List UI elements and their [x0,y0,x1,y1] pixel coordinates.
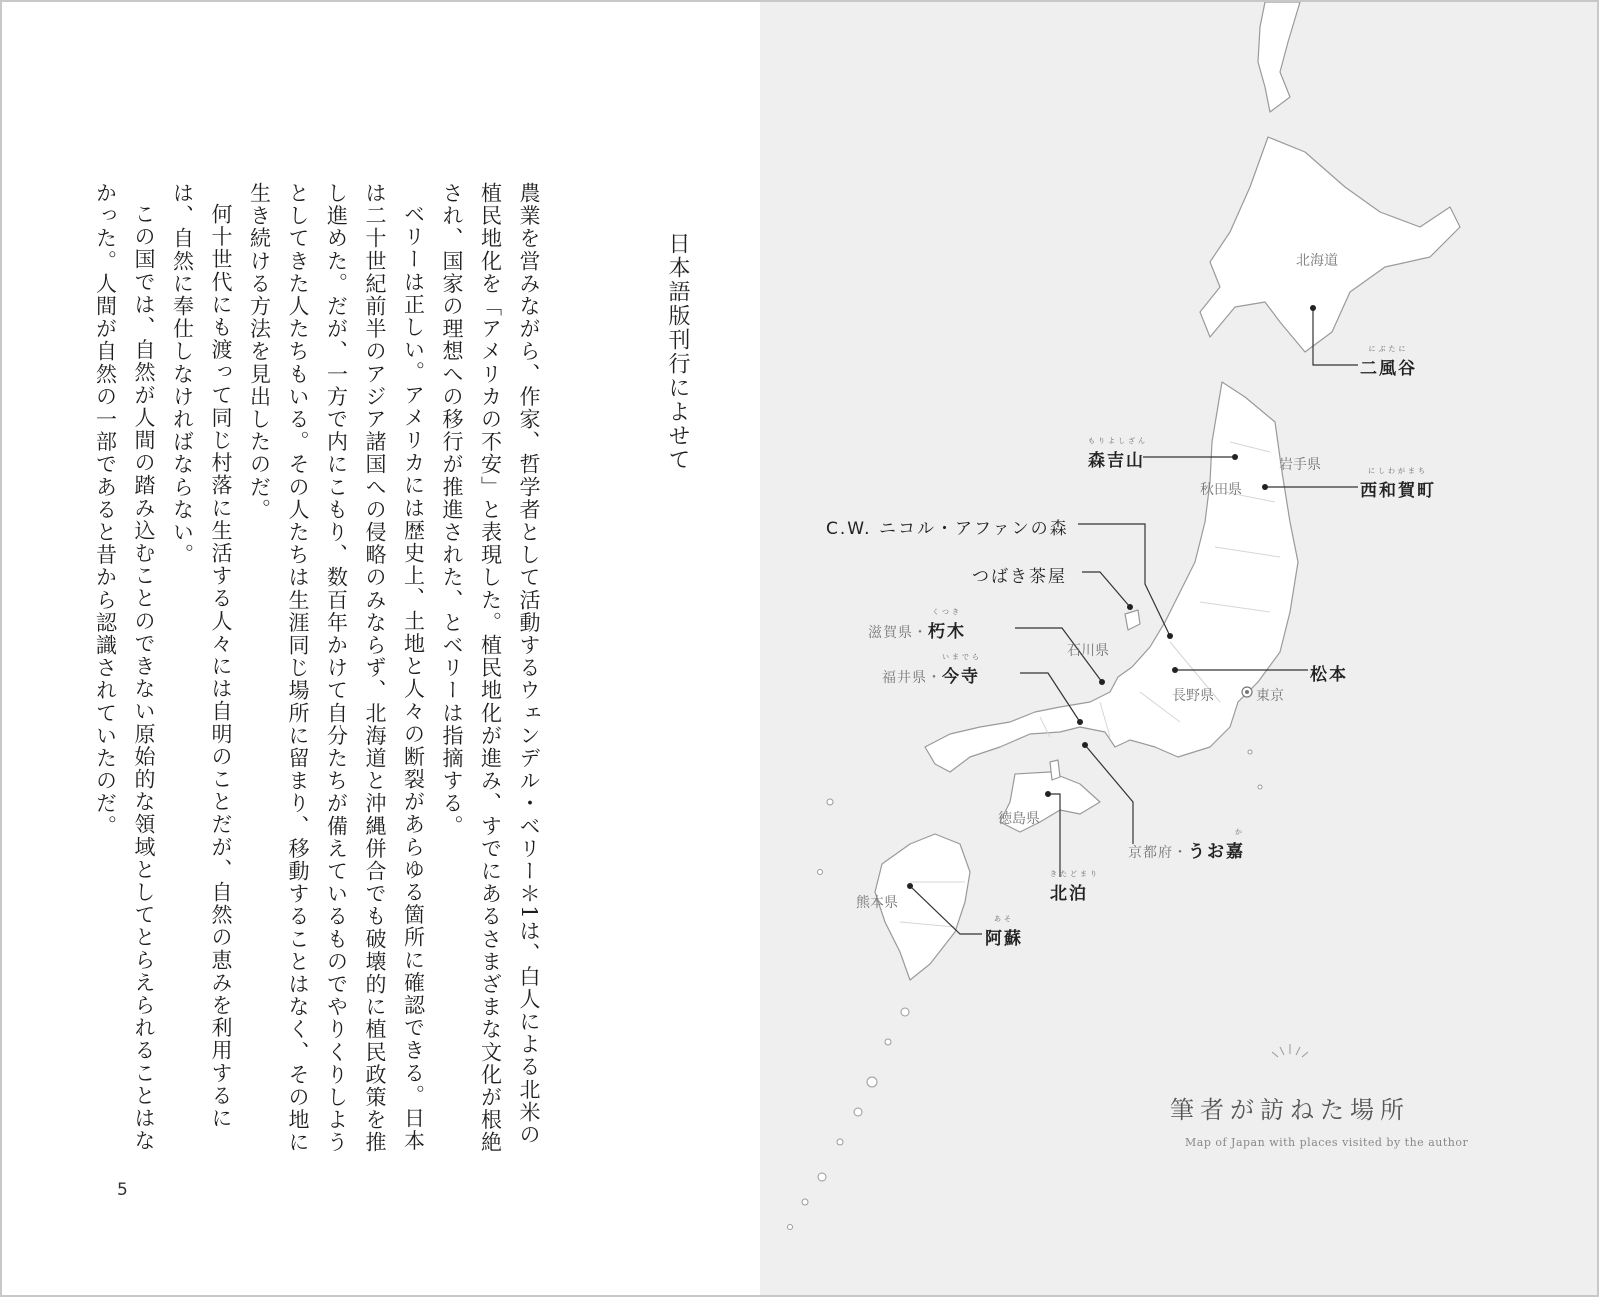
place-name: 森吉山 [1088,451,1145,471]
island-awaji [1050,760,1060,780]
place-name: 北泊 [1050,884,1088,904]
ruby-nishiwaga: にしわがまち [1368,467,1428,475]
region-tokushima: 徳島県 [998,811,1040,827]
place-nishiwaga [1360,467,1436,501]
page-number: 5 [117,1180,128,1200]
ruby-nibutani: にぶたに [1368,345,1409,353]
place-name: 西和賀町 [1360,481,1436,501]
place-matsumoto [1310,660,1348,685]
region-nagano: 長野県 [1172,688,1214,704]
place-name: うお嘉 [1188,842,1245,862]
island-sado [1125,610,1140,630]
place-imadera [882,653,982,687]
region-tokyo: 東京 [1256,688,1284,704]
ruby-moriyoshizan: もりよしざん [1088,437,1148,445]
place-kitadomari [1050,870,1100,904]
paragraph-2: ベリーは正しい。アメリカには歴史上、土地と人々の断裂があらゆる箇所に確認できる。日本は二十世紀前半のアジア諸国への侵略のみならず、北海道と沖縄併合でも破壊的に植民政策を推し進めた。だが、一方で内にこもり、数百年かけて自分たちが備えているものでやりくりしようとしてきた人たちもいる。その人たちは生涯同じ場所に留まり、移動することはなく、その地に生き続ける方法を見出したのだ。 [247,182,426,1154]
place-tsubaki-chaya [972,562,1067,587]
place-name: 松本 [1310,665,1348,685]
map-title: 筆者が訪ねた場所 [1170,1096,1410,1124]
ruby-aso: あそ [994,915,1014,923]
ruby-kitadomari: きたどまり [1050,870,1100,878]
paragraph-4: この国では、自然が人間の踏み込むことのできない原始的な領域としてとらえられることはなかった。人間が自然の一部であると昔から認識されていたのだ。 [93,182,156,1153]
sun-rays-icon [1272,1044,1308,1057]
region-ishikawa: 石川県 [1067,643,1109,659]
region-kumamoto: 熊本県 [856,895,898,911]
place-name: つばき茶屋 [972,567,1067,587]
place-nibutani [1360,345,1417,379]
place-name: 二風谷 [1360,359,1417,379]
place-name: 阿蘇 [985,929,1023,949]
place-prefix: 滋賀県・ [868,625,928,641]
place-kutsuki [868,608,966,642]
island-hokkaido [1200,137,1460,352]
map-page [760,2,1597,1295]
region-hokkaido: 北海道 [1296,253,1338,269]
place-moriyoshizan [1088,437,1148,471]
region-akita: 秋田県 [1200,482,1242,498]
ruby-imadera: いまでら [942,653,982,661]
place-name: 朽木 [928,622,966,642]
paragraph-3: 何十世代にも渡って同じ村落に生活する人々には自明のことだが、自然の恵みを利用するには、自然に奉仕しなければならない。 [170,182,233,1130]
place-name: C.W. ニコル・アファンの森 [826,519,1069,539]
region-iwate: 岩手県 [1279,457,1321,473]
ruby-uoka: か [1235,828,1245,836]
body-text [86,182,548,1157]
page-title: 日本語版刊行によせて [665,232,690,472]
island-sakhalin [1258,2,1300,112]
place-name: 今寺 [942,667,980,687]
left-page [2,2,760,1295]
map-subtitle: Map of Japan with places visited by the author [1185,1136,1469,1149]
place-prefix: 福井県・ [882,670,942,686]
place-uoka [1128,828,1245,862]
ruby-kutsuki: くつき [932,608,962,616]
place-aso [985,915,1023,949]
place-prefix: 京都府・ [1128,845,1188,861]
place-afan-woodland [826,514,1069,539]
paragraph-1: 農業を営みながら、作家、哲学者として活動するウェンデル・ベリー＊1は、白人による北米の植民地化を「アメリカの不安」と表現した。植民地化が進み、すでにあるさまざまな文化が根絶され、国家の理想への移行が推進された、とベリーは指摘する。 [440,182,541,1154]
